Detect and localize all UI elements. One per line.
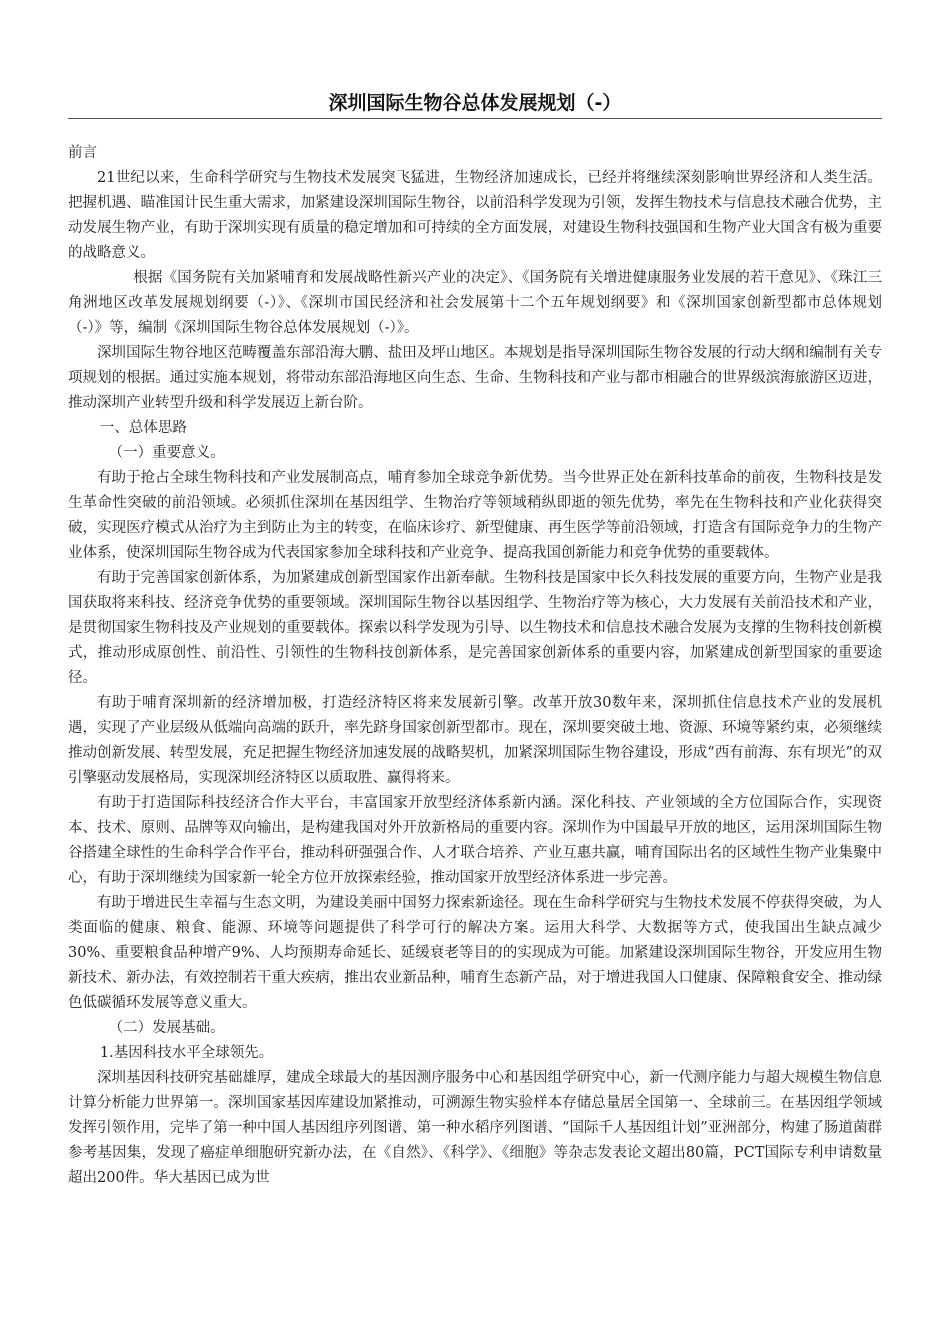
paragraph-significance-2: 有助于完善国家创新体系，为加紧建成创新型国家作出新奉献。生物科技是国家中长久科技发展的重要方向，生物产业是我国获取将来科技、经济竞争优势的重要领域。深圳国际生物谷以基因组学、生物治疗等为核心，大力发展有关前沿技术和产业，是贯彻国家生物科技及产业规划的重要载体。探索以科学发现为引导、以生物技术和信息技术融合发展为支撑的生物科技创新模式，推动形成原创性、前沿性、引领性的生物科技创新体系，是完善国家创新体系的重要内容，加紧建成创新型国家的重要途径。 xyxy=(68,570,882,686)
document-title: 深圳国际生物谷总体发展规划（-） xyxy=(328,92,622,114)
heading-development-basis: （二）发展基础。 xyxy=(108,1020,225,1036)
heading-significance: （一）重要意义。 xyxy=(108,445,225,461)
paragraph-significance-1: 有助于抢占全球生物科技和产业发展制高点，哺育参加全球竞争新优势。当今世界正处在新科技革命的前夜，生物科技是发生革命性突破的前沿领域。必须抓住深圳在基因组学、生物治疗等领域稍纵即逝的领先优势，率先在生物科技和产业化获得突破，实现医疗模式从治疗为主到防止为主的转变，在临床诊疗、新型健康、再生医学等前沿领域，打造含有国际竞争力的生物产业体系，使深圳国际生物谷成为代表国家参加全球科技和产业竞争、提高我国创新能力和竞争优势的重要载体。 xyxy=(68,470,882,561)
heading-gene-tech: 1.基因科技水平全球领先。 xyxy=(99,1045,274,1061)
preface-label: 前言 xyxy=(68,145,97,161)
paragraph-significance-3: 有助于哺育深圳新的经济增加极，打造经济特区将来发展新引擎。改革开放30数年来，深圳抓住信息技术产业的发展机遇，实现了产业层级从低端向高端的跃升，率先跻身国家创新型都市。现在，深圳要突破土地、资源、环境等紧约束，必须继续推动创新发展、转型发展，充足把握生物经济加速发展的战略契机，加紧深圳国际生物谷建设，形成“西有前海、东有坝光”的双引擎驱动发展格局，实现深圳经济特区以质取胜、赢得将来。 xyxy=(68,695,882,786)
paragraph-intro: 21世纪以来，生命科学研究与生物技术发展突飞猛进，生物经济加速成长，已经并将继续深刻影响世界经济和人类生活。把握机遇、瞄准国计民生重大需求，加紧建设深圳国际生物谷，以前沿科学发现为引领，发挥生物技术与信息技术融合优势，主动发展生物产业，有助于深圳实现有质量的稳定增加和可持续的全方面发展，对建设生物科技强国和生物产业大国含有极为重要的战略意义。 xyxy=(68,170,882,261)
paragraph-gene-tech: 深圳基因科技研究基础雄厚，建成全球最大的基因测序服务中心和基因组学研究中心，新一代测序能力与超大规模生物信息计算分析能力世界第一。深圳国家基因库建设加紧推动，可溯源生物实验样本存储总量居全国第一、全球前三。在基因组学领域发挥引领作用，完毕了第一种中国人基因组序列图谱、第一种水稻序列图谱、“国际千人基因组计划”亚洲部分，构建了肠道菌群参考基因集，发现了癌症单细胞研究新办法，在《自然》、《科学》、《细胞》等杂志发表论文超出80篇，PCT国际专利申请数量超出200件。华大基因已成为世 xyxy=(68,1070,882,1186)
document-page xyxy=(68,88,882,1191)
paragraph-significance-5: 有助于增进民生幸福与生态文明，为建设美丽中国努力探索新途径。现在生命科学研究与生物技术发展不停获得突破，为人类面临的健康、粮食、能源、环境等问题提供了科学可行的解决方案。运用大科学、大数据等方式，使我国出生缺点减少30%、重要粮食品种增产9%、人均预期寿命延长、延缓衰老等目的的实现成为可能。加紧建设深圳国际生物谷，开发应用生物新技术、新办法，有效控制若干重大疾病，推出农业新品种，哺育生态新产品，对于增进我国人口健康、保障粮食安全、推动绿色低碳循环发展等意义重大。 xyxy=(68,895,882,1011)
paragraph-basis: 根据《国务院有关加紧哺育和发展战略性新兴产业的决定》、《国务院有关增进健康服务业发展的若干意见》、《珠江三角洲地区改革发展规划纲要（-）》、《深圳市国民经济和社会发展第十二个五年规划纲要》和《深圳国家创新型都市总体规划（-）》等，编制《深圳国际生物谷总体发展规划（-）》。 xyxy=(68,270,882,336)
paragraph-scope: 深圳国际生物谷地区范畴覆盖东部沿海大鹏、盐田及坪山地区。本规划是指导深圳国际生物谷发展的行动大纲和编制有关专项规划的根据。通过实施本规划，将带动东部沿海地区向生态、生命、生物科技和产业与都市相融合的世界级滨海旅游区迈进，推动深圳产业转型升级和科学发展迈上新台阶。 xyxy=(68,345,882,411)
paragraph-significance-4: 有助于打造国际科技经济合作大平台，丰富国家开放型经济体系新内涵。深化科技、产业领域的全方位国际合作，实现资本、技术、原则、品牌等双向输出，是构建我国对外开放新格局的重要内容。深圳作为中国最早开放的地区，运用深圳国际生物谷搭建全球性的生命科学合作平台，推动科研强强合作、人才联合培养、产业互惠共赢，哺育国际出名的区域性生物产业集聚中心，有助于深圳继续为国家新一轮全方位开放探索经验，推动国家开放型经济体系进一步完善。 xyxy=(68,795,882,886)
heading-overall-approach: 一、总体思路 xyxy=(99,420,187,436)
title-divider xyxy=(68,118,882,119)
